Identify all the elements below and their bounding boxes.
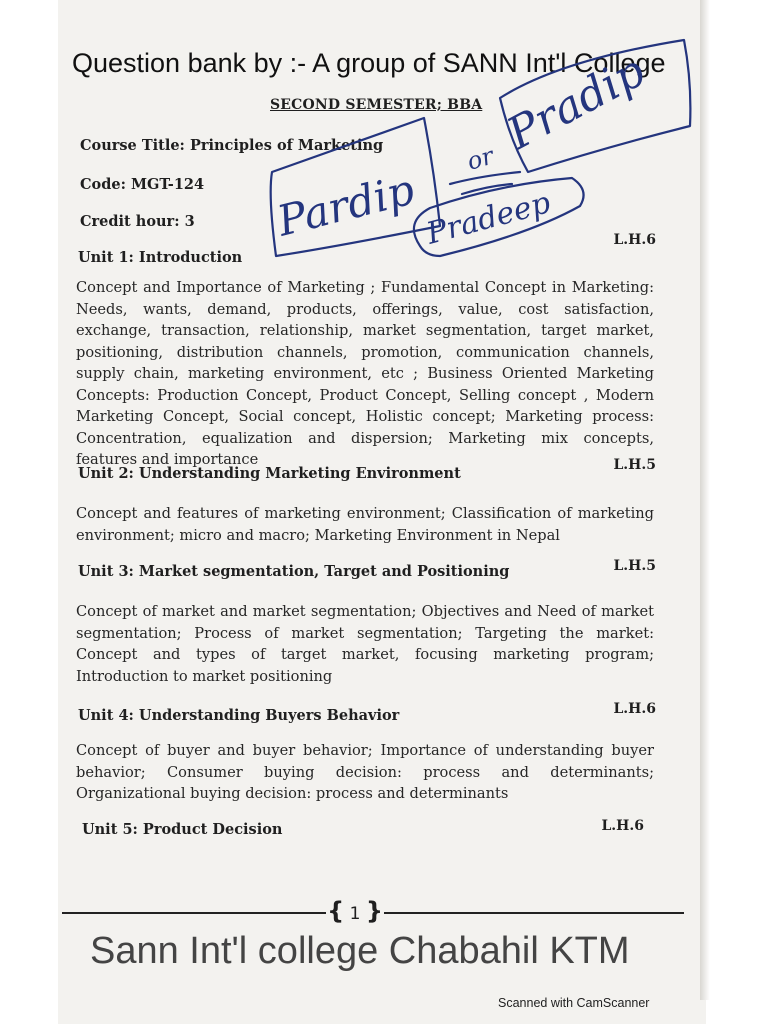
unit-3-content: Concept of market and market segmentation; Objectives and Need of market segmentation; Process of market segmentation; Targeting the market: Concept and types of target market, focusing marketing program; Introduction to market positioning xyxy=(76,603,654,685)
college-footer: Sann Int'l college Chabahil KTM xyxy=(90,930,630,972)
unit-4-heading xyxy=(78,701,656,724)
semester-heading: SECOND SEMESTER; BBA xyxy=(270,97,483,113)
page-number-value: 1 xyxy=(349,904,361,924)
unit-title: Unit 3: Market segmentation, Target and Positioning xyxy=(78,563,510,580)
unit-title: Unit 2: Understanding Marketing Environment xyxy=(78,465,461,482)
handwritten-pardip: Pardip xyxy=(272,164,420,246)
handwritten-pradeep: Pradeep xyxy=(423,185,555,252)
camscanner-watermark: Scanned with CamScanner xyxy=(498,996,650,1010)
unit-title: Unit 4: Understanding Buyers Behavior xyxy=(78,707,400,724)
right-bracket: } xyxy=(365,897,383,925)
handwritten-pradip: Pradip xyxy=(499,45,654,160)
unit-title: Unit 5: Product Decision xyxy=(82,821,283,838)
unit-1-heading xyxy=(78,232,656,266)
left-bracket: { xyxy=(327,897,345,925)
unit-2-content: Concept and features of marketing environment; Classification of marketing environment; micro and macro; Marketing Environment in Nepal xyxy=(76,505,654,544)
unit-3-heading xyxy=(78,558,656,580)
lecture-hours: L.H.5 xyxy=(613,558,656,574)
page-edge-shadow xyxy=(700,0,710,1000)
unit-1-content: Concept and Importance of Marketing ; Fundamental Concept in Marketing: Needs, wants, demand, products, offerings, value, cost satisfaction, exchange, transaction, relationship, market segmentation, target market, positioning, distribution channels, promotion, communication channels, supply chain, marketing environment, etc ; Business Oriented Marketing Concepts: Production Concept, Product Concept, Selling concept , Modern Marketing Concept, Social concept, Holistic concept; Marketing process: Concentration, equalization and dispersion; Marketing mix concepts, features and importance xyxy=(76,279,654,468)
unit-4-content: Concept of buyer and buyer behavior; Importance of understanding buyer behavior; Consumer buying decision: process and determinants; Organizational buying decision: process and determinants xyxy=(76,742,654,802)
course-code: Code: MGT-124 xyxy=(80,176,205,193)
page-number xyxy=(326,896,384,926)
lecture-hours: L.H.6 xyxy=(601,818,644,834)
handwritten-or: or xyxy=(463,141,497,176)
unit-2-heading xyxy=(78,457,656,482)
course-title: Course Title: Principles of Marketing xyxy=(80,137,384,154)
lecture-hours: L.H.5 xyxy=(613,457,656,473)
lecture-hours: L.H.6 xyxy=(613,701,656,717)
unit-5-heading xyxy=(82,818,644,838)
credit-hour: Credit hour: 3 xyxy=(80,213,195,230)
lecture-hours: L.H.6 xyxy=(613,232,656,248)
unit-title: Unit 1: Introduction xyxy=(78,249,243,266)
question-bank-header: Question bank by :- A group of SANN Int'l College xyxy=(72,48,666,78)
